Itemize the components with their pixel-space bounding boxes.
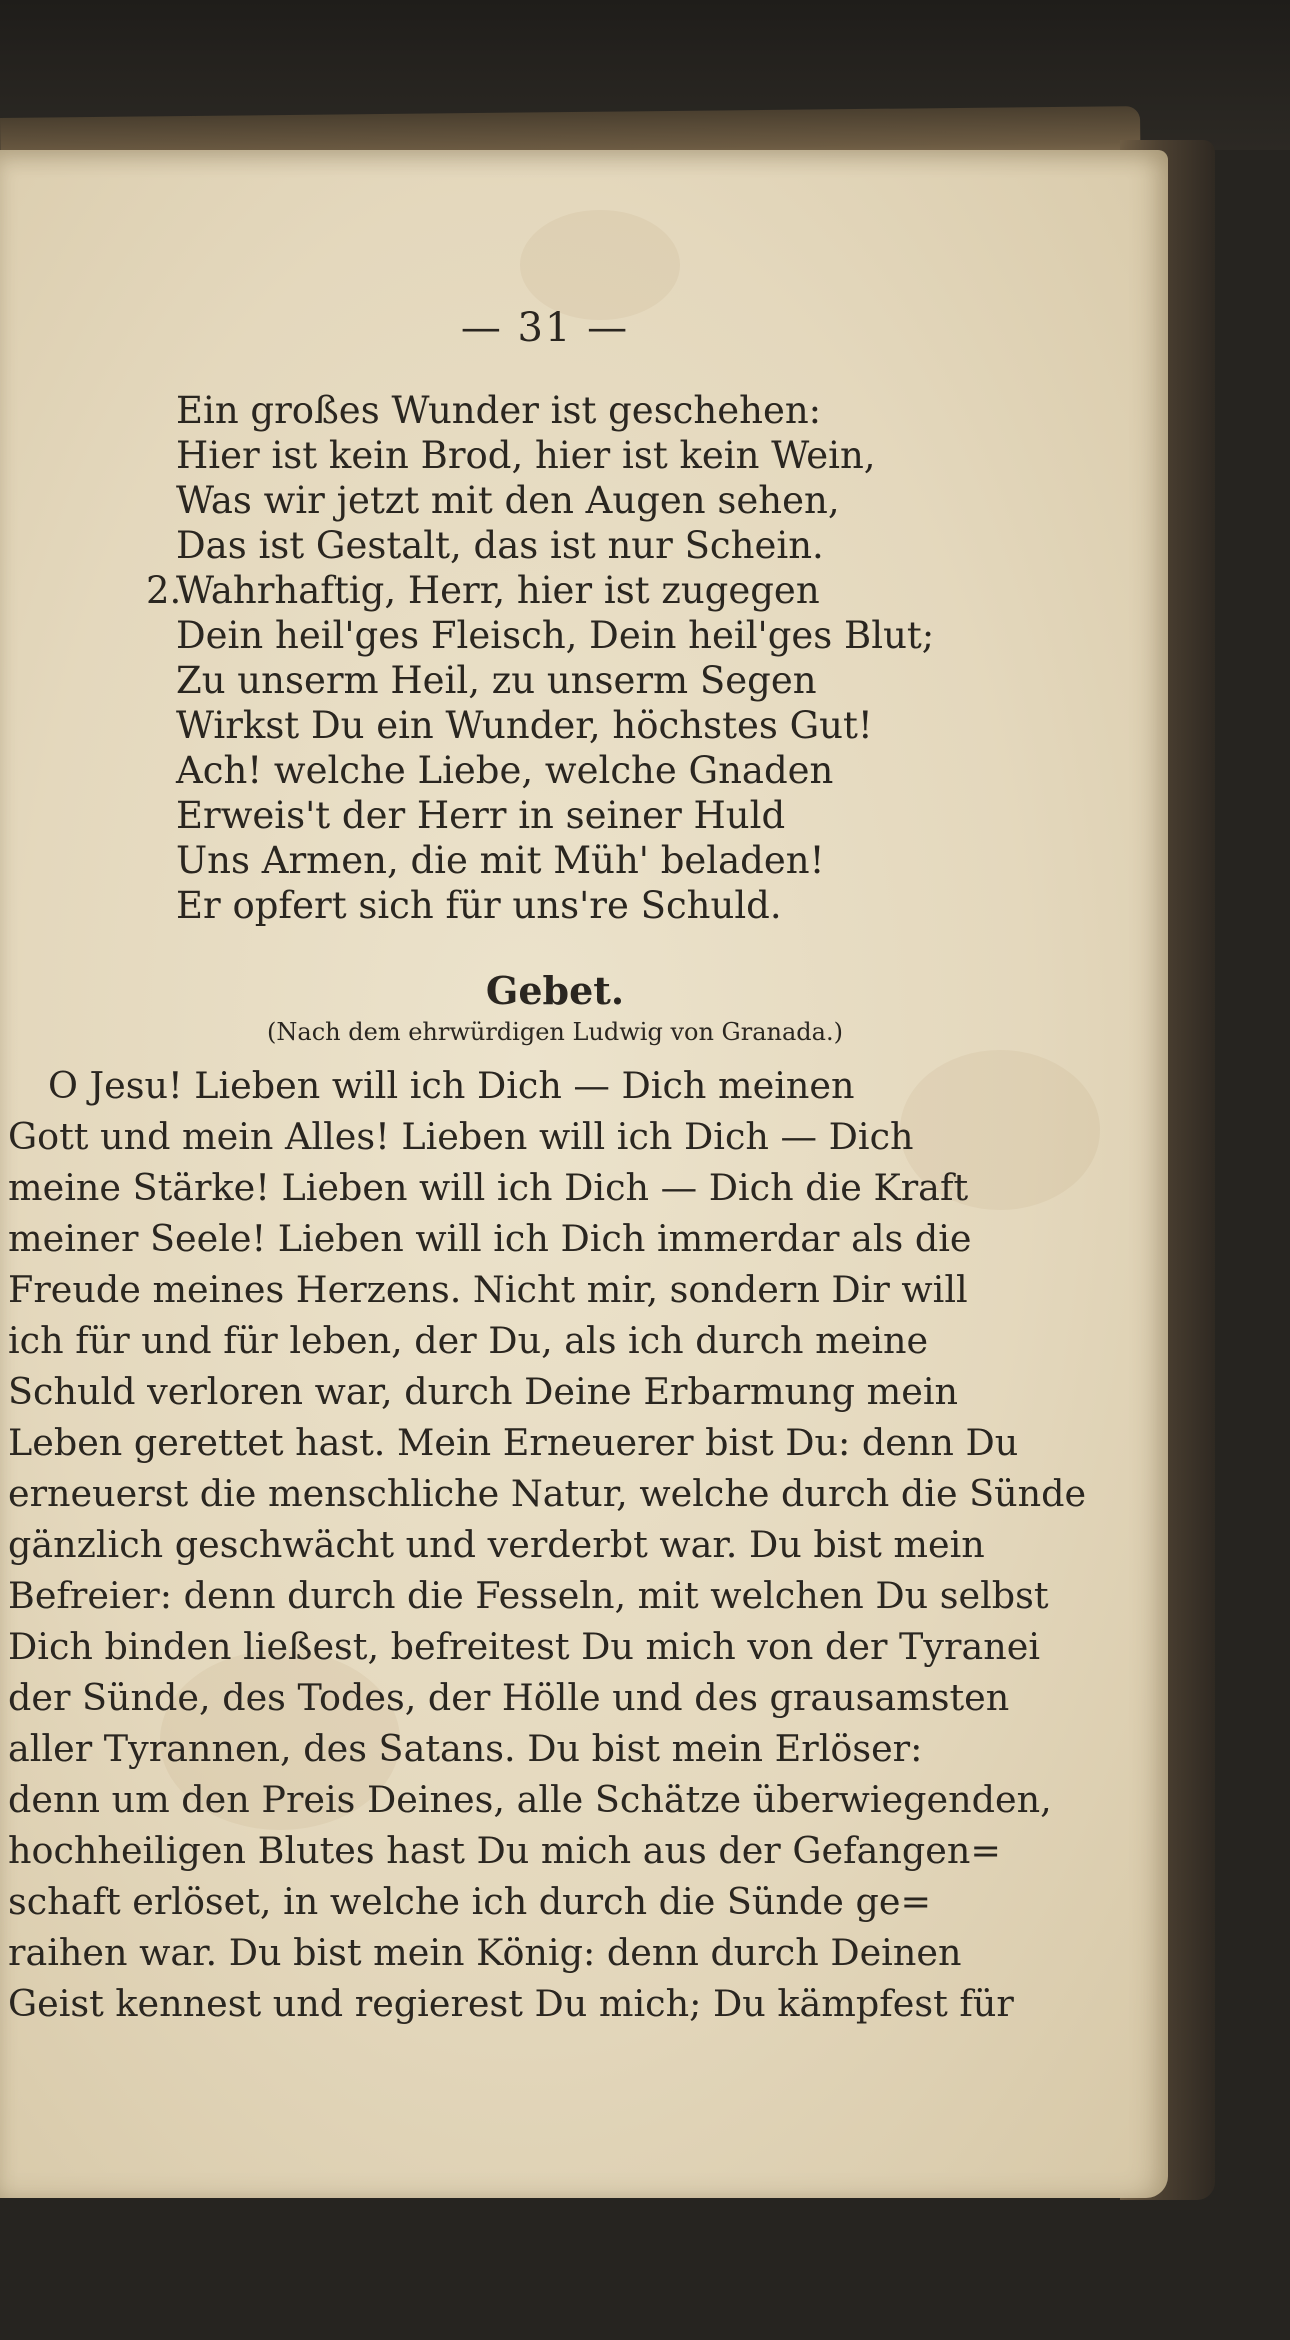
prose-line: raihen war. Du bist mein König: denn durch Deinen: [8, 1931, 962, 1974]
verse-line: Erweis't der Herr in seiner Huld: [176, 794, 786, 837]
verse-line: Zu unserm Heil, zu unserm Segen: [176, 659, 817, 702]
verse-line: Was wir jetzt mit den Augen sehen,: [176, 479, 840, 522]
prose-line: aller Tyrannen, des Satans. Du bist mein Erlöser:: [8, 1727, 923, 1770]
prayer-text: [8, 1060, 1087, 2029]
prose-line: Schuld verloren war, durch Deine Erbarmung mein: [8, 1370, 958, 1413]
prose-line: meiner Seele! Lieben will ich Dich immerdar als die: [8, 1217, 972, 1260]
prose-line: Freude meines Herzens. Nicht mir, sondern Dir will: [8, 1268, 968, 1311]
prose-line: hochheiligen Blutes hast Du mich aus der Gefangen=: [8, 1829, 1001, 1872]
verse-line: Das ist Gestalt, das ist nur Schein.: [176, 524, 824, 567]
prose-line: Dich binden ließest, befreitest Du mich von der Tyranei: [8, 1625, 1040, 1668]
verse-line: Er opfert sich für uns're Schuld.: [176, 884, 782, 927]
prose-line: der Sünde, des Todes, der Hölle und des grausamsten: [8, 1676, 1010, 1719]
verse-line-stanza-start: [146, 568, 1096, 613]
prose-line: Geist kennest und regierest Du mich; Du kämpfest für: [8, 1982, 1014, 2025]
prose-line: Gott und mein Alles! Lieben will ich Dich — Dich: [8, 1115, 914, 1158]
stanza-number: 2.: [146, 569, 182, 612]
prose-line: denn um den Preis Deines, alle Schätze überwiegenden,: [8, 1778, 1052, 1821]
prose-line: schaft erlöset, in welche ich durch die Sünde ge=: [8, 1880, 932, 1923]
verse-line: Ach! welche Liebe, welche Gnaden: [176, 749, 834, 792]
verse-line: Hier ist kein Brod, hier ist kein Wein,: [176, 434, 876, 477]
verse-line: Uns Armen, die mit Müh' beladen!: [176, 839, 825, 882]
verse-line: Dein heil'ges Fleisch, Dein heil'ges Blut;: [176, 614, 935, 657]
paper-stain: [520, 210, 680, 320]
prayer-title: Gebet.: [485, 968, 625, 1013]
page-number: — 31 —: [460, 305, 630, 351]
verse-line: Wirkst Du ein Wunder, höchstes Gut!: [176, 704, 873, 747]
prose-line: Befreier: denn durch die Fesseln, mit welchen Du selbst: [8, 1574, 1049, 1617]
prayer-source: (Nach dem ehrwürdigen Ludwig von Granada.): [267, 1018, 843, 1046]
prose-line: O Jesu! Lieben will ich Dich — Dich meinen: [48, 1064, 855, 1107]
verse-line-text: Wahrhaftig, Herr, hier ist zugegen: [176, 569, 820, 612]
prose-line: ich für und für leben, der Du, als ich durch meine: [8, 1319, 929, 1362]
prose-line: meine Stärke! Lieben will ich Dich — Dich die Kraft: [8, 1166, 969, 1209]
prose-line: Leben gerettet hast. Mein Erneuerer bist Du: denn Du: [8, 1421, 1019, 1464]
prose-line: gänzlich geschwächt und verderbt war. Du bist mein: [8, 1523, 985, 1566]
verse-line: Ein großes Wunder ist geschehen:: [176, 389, 822, 432]
prose-line: erneuerst die menschliche Natur, welche durch die Sünde: [8, 1472, 1087, 1515]
hymn-verse: [146, 388, 1096, 928]
